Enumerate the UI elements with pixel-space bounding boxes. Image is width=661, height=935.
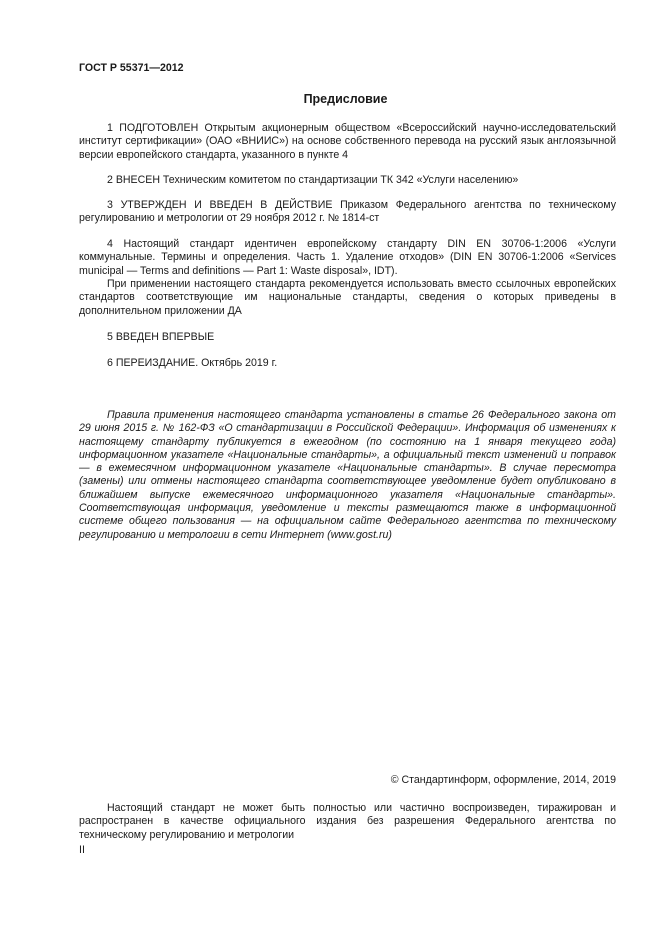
- foreword-item-2: 2 ВНЕСЕН Техническим комитетом по стандартизации ТК 342 «Услуги населению»: [107, 174, 519, 186]
- copyright-line: © Стандартинформ, оформление, 2014, 2019: [390, 774, 616, 786]
- foreword-item-1: 1 ПОДГОТОВЛЕН Открытым акционерным обществом «Всероссийский научно-исследовательский институт сертификации» (ОАО «ВНИИС») на основе собственного перевода на русский язык англоязычной версии европейского стандарта, указанного в пункте 4: [79, 122, 616, 161]
- foreword-item-3: 3 УТВЕРЖДЕН И ВВЕДЕН В ДЕЙСТВИЕ Приказом Федерального агентства по техническому регулированию и метрологии от 29 ноября 2012 г. № 1814-ст: [79, 199, 616, 225]
- reproduction-notice: Настоящий стандарт не может быть полностью или частично воспроизведен, тиражирован и распространен в качестве официального издания без разрешения Федерального агентства по техническому регулированию и метрологии: [79, 802, 616, 841]
- rules-note: Правила применения настоящего стандарта установлены в статье 26 Федерального закона от 29 июня 2015 г. № 162-ФЗ «О стандартизации в Российской Федерации». Информация об изменениях к настоящему стандарту публикуется в ежегодном (по состоянию на 1 января текущего года) информационном указателе «Национальные стандарты», а официальный текст изменений и поправок — в ежемесячном информационном указателе «Национальные стандарты». В случае пересмотра (замены) или отмены настоящего стандарта соответствующее уведомление будет опубликовано в ближайшем выпуске ежемесячного информационного указателя «Национальные стандарты». Соответствующая информация, уведомление и тексты размещаются также в информационной системе общего пользования — на официальном сайте Федерального агентства по техническому регулированию и метрологии в сети Интернет (www.gost.ru): [79, 409, 616, 541]
- foreword-item-4: 4 Настоящий стандарт идентичен европейскому стандарту DIN EN 30706-1:2006 «Услуги коммунальные. Термины и определения. Часть 1. Удаление отходов» (DIN EN 30706-1:2006 «Services municipal — Terms and definitions — Part 1: Waste disposal», IDT).: [79, 238, 616, 277]
- page-number: II: [79, 844, 85, 856]
- foreword-item-4-note: При применении настоящего стандарта рекомендуется использовать вместо ссылочных европейских стандартов соответствующие им национальные стандарты, сведения о которых приведены в дополнительном приложении ДА: [79, 278, 616, 317]
- document-code: ГОСТ Р 55371—2012: [79, 62, 184, 74]
- foreword-item-5: 5 ВВЕДЕН ВПЕРВЫЕ: [107, 331, 215, 343]
- foreword-item-6: 6 ПЕРЕИЗДАНИЕ. Октябрь 2019 г.: [107, 357, 278, 369]
- page-title: Предисловие: [303, 92, 388, 106]
